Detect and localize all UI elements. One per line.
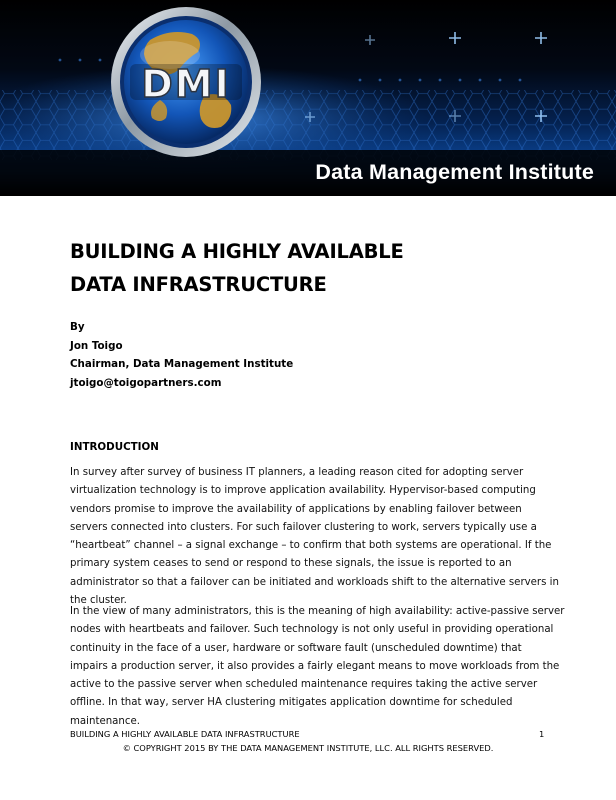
paragraph-line: offline. In that way, server HA clustering mitigates application downtime for scheduled xyxy=(70,697,513,709)
paragraph-line: servers connected into clusters. For such failover clustering to work, servers typically use a xyxy=(70,521,537,533)
author-block xyxy=(70,318,293,392)
intro-paragraph-1 xyxy=(70,464,560,610)
organization-name: Data Management Institute xyxy=(315,160,594,184)
header-banner xyxy=(0,0,616,196)
footer-running-title: BUILDING A HIGHLY AVAILABLE DATA INFRASTRUCTURE xyxy=(70,729,300,739)
paragraph-line: vendors promise to improve the availability of applications by enabling failover between xyxy=(70,503,522,515)
paragraph-line: continuity in the face of a user, hardware or software fault (unscheduled downtime) that xyxy=(70,642,522,654)
paragraph-line: the cluster. xyxy=(70,595,127,607)
footer-page-number: 1 xyxy=(539,729,545,739)
paragraph-line: virtualization technology is to improve application availability. Hypervisor-based computing xyxy=(70,485,536,497)
document-title-line: DATA INFRASTRUCTURE xyxy=(70,273,327,296)
paragraph-line: “heartbeat” channel – a signal exchange – to confirm that both systems are operational. If the xyxy=(70,540,552,552)
paragraph-line: In survey after survey of business IT planners, a leading reason cited for adopting server xyxy=(70,467,524,478)
paragraph-line: impairs a production server, it also provides a fairly elegant means to move workloads from the xyxy=(70,660,560,672)
paragraph-line: administrator so that a failover can be initiated and workloads shift to the alternative servers in xyxy=(70,576,559,588)
document-title xyxy=(70,235,404,301)
author-email: jtoigo@toigopartners.com xyxy=(70,376,222,389)
author-by: By xyxy=(70,321,85,333)
document-title-line: BUILDING A HIGHLY AVAILABLE xyxy=(70,240,404,263)
dmi-logo-text: DMI xyxy=(141,62,231,106)
dmi-logo xyxy=(111,7,261,157)
intro-paragraph-2 xyxy=(70,603,565,731)
author-name: Jon Toigo xyxy=(70,339,123,352)
author-role: Chairman, Data Management Institute xyxy=(70,358,294,370)
paragraph-line: nodes with heartbeats and failover. Such technology is not only useful in providing operational xyxy=(70,624,554,636)
paragraph-line: In the view of many administrators, this is the meaning of high availability: active-passive server xyxy=(70,606,565,617)
footer-copyright: © COPYRIGHT 2015 BY THE DATA MANAGEMENT INSTITUTE, LLC. ALL RIGHTS RESERVED. xyxy=(122,743,494,753)
paragraph-line: maintenance. xyxy=(70,715,140,727)
paragraph-line: active to the passive server when scheduled maintenance requires taking the active server xyxy=(70,679,538,691)
paragraph-line: primary system ceases to send or respond to these signals, the issue is reported to an xyxy=(70,558,512,570)
section-heading: INTRODUCTION xyxy=(70,441,159,453)
